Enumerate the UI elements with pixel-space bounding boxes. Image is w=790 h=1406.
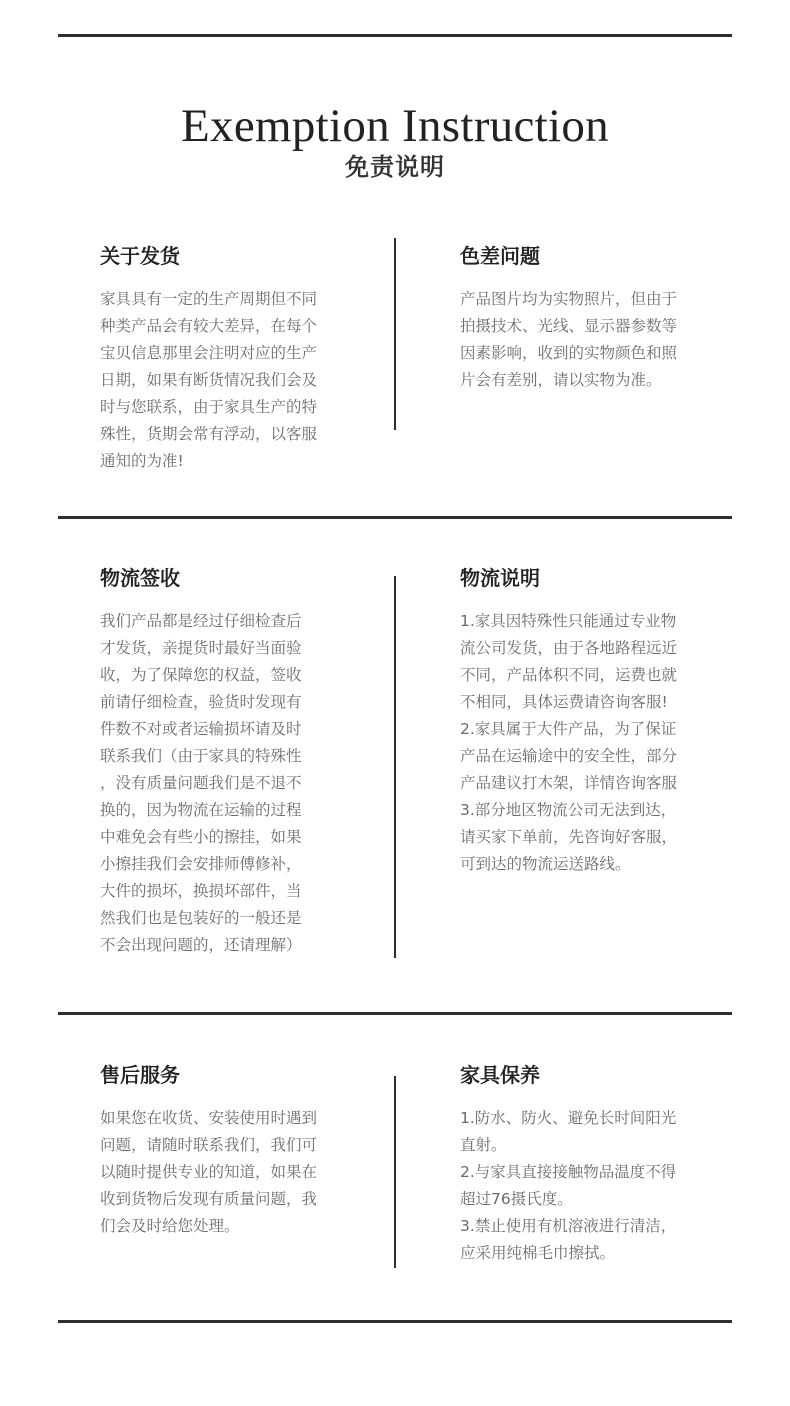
text-line: 才发货，亲提货时最好当面验	[100, 639, 302, 657]
section-heading: 售后服务	[100, 1063, 180, 1087]
section-logistics-signoff	[100, 564, 340, 959]
text-line: 请买家下单前，先咨询好客服，	[460, 828, 678, 846]
text-line: 2.家具属于大件产品，为了保证	[460, 720, 677, 738]
section-shipping	[100, 242, 340, 475]
text-line: 不相同，具体运费请咨询客服!	[460, 693, 668, 711]
text-line: 不同，产品体积不同，运费也就	[460, 666, 678, 684]
section-after-sales	[100, 1061, 340, 1240]
section-divider	[58, 516, 732, 519]
text-line: 直射。	[460, 1136, 507, 1154]
section-heading: 色差问题	[460, 244, 540, 268]
text-line: 不会出现问题的，还请理解）	[100, 936, 302, 954]
column-divider-row-2	[394, 576, 396, 958]
text-line: 1.家具因特殊性只能通过专业物	[460, 612, 677, 630]
text-line: 2.与家具直接接触物品温度不得	[460, 1163, 677, 1181]
text-line: 通知的为准!	[100, 452, 184, 470]
column-divider-row-1	[394, 238, 396, 430]
section-color-difference	[460, 242, 700, 394]
text-line: 拍摄技术、光线、显示器参数等	[460, 317, 678, 335]
top-divider	[58, 34, 732, 37]
text-line: 流公司发货，由于各地路程远近	[460, 639, 678, 657]
text-line: 换的，因为物流在运输的过程	[100, 801, 302, 819]
text-line: 们会及时给您处理。	[100, 1217, 240, 1235]
bottom-divider	[58, 1320, 732, 1323]
section-heading: 关于发货	[100, 244, 180, 268]
text-line: 超过76摄氏度。	[460, 1190, 573, 1208]
text-line: ，没有质量问题我们是不退不	[100, 774, 302, 792]
text-line: 3.部分地区物流公司无法到达，	[460, 801, 677, 819]
text-line: 然我们也是包装好的一般还是	[100, 909, 302, 927]
text-line: 我们产品都是经过仔细检查后	[100, 612, 302, 630]
text-line: 1.防水、防火、避免长时间阳光	[460, 1109, 677, 1127]
section-logistics-info	[460, 564, 700, 878]
section-text	[460, 1105, 700, 1267]
text-line: 产品图片均为实物照片，但由于	[460, 290, 678, 308]
text-line: 3.禁止使用有机溶液进行清洁，	[460, 1217, 677, 1235]
text-line: 日期，如果有断货情况我们会及	[100, 371, 318, 389]
text-line: 因素影响，收到的实物颜色和照	[460, 344, 678, 362]
text-line: 联系我们（由于家具的特殊性	[100, 747, 302, 765]
text-line: 种类产品会有较大差异，在每个	[100, 317, 318, 335]
section-text	[460, 286, 700, 394]
text-line: 收到货物后发现有质量问题，我	[100, 1190, 318, 1208]
text-line: 家具具有一定的生产周期但不同	[100, 290, 318, 308]
text-line: 前请仔细检查，验货时发现有	[100, 693, 302, 711]
text-line: 件数不对或者运输损坏请及时	[100, 720, 302, 738]
page-title-english: Exemption Instruction	[181, 100, 609, 152]
section-heading: 物流说明	[460, 566, 540, 590]
section-text	[100, 1105, 340, 1240]
text-line: 片会有差别，请以实物为准。	[460, 371, 662, 389]
section-heading: 家具保养	[460, 1063, 540, 1087]
section-text	[100, 286, 340, 475]
section-furniture-care	[460, 1061, 700, 1267]
text-line: 中难免会有些小的擦挂，如果	[100, 828, 302, 846]
section-heading: 物流签收	[100, 566, 180, 590]
section-divider	[58, 1012, 732, 1015]
text-line: 大件的损坏，换损坏部件，当	[100, 882, 302, 900]
text-line: 收，为了保障您的权益，签收	[100, 666, 302, 684]
text-line: 问题，请随时联系我们，我们可	[100, 1136, 318, 1154]
section-text	[100, 608, 340, 959]
section-text	[460, 608, 700, 878]
text-line: 产品建议打木架，详情咨询客服	[460, 774, 678, 792]
page-title-chinese: 免责说明	[345, 152, 445, 181]
text-line: 宝贝信息那里会注明对应的生产	[100, 344, 318, 362]
text-line: 应采用纯棉毛巾擦拭。	[460, 1244, 616, 1262]
text-line: 时与您联系，由于家具生产的特	[100, 398, 318, 416]
text-line: 如果您在收货、安装使用时遇到	[100, 1109, 318, 1127]
text-line: 以随时提供专业的知道，如果在	[100, 1163, 318, 1181]
text-line: 小擦挂我们会安排师傅修补，	[100, 855, 302, 873]
text-line: 殊性，货期会常有浮动，以客服	[100, 425, 318, 443]
text-line: 可到达的物流运送路线。	[460, 855, 631, 873]
column-divider-row-3	[394, 1076, 396, 1268]
text-line: 产品在运输途中的安全性，部分	[460, 747, 678, 765]
